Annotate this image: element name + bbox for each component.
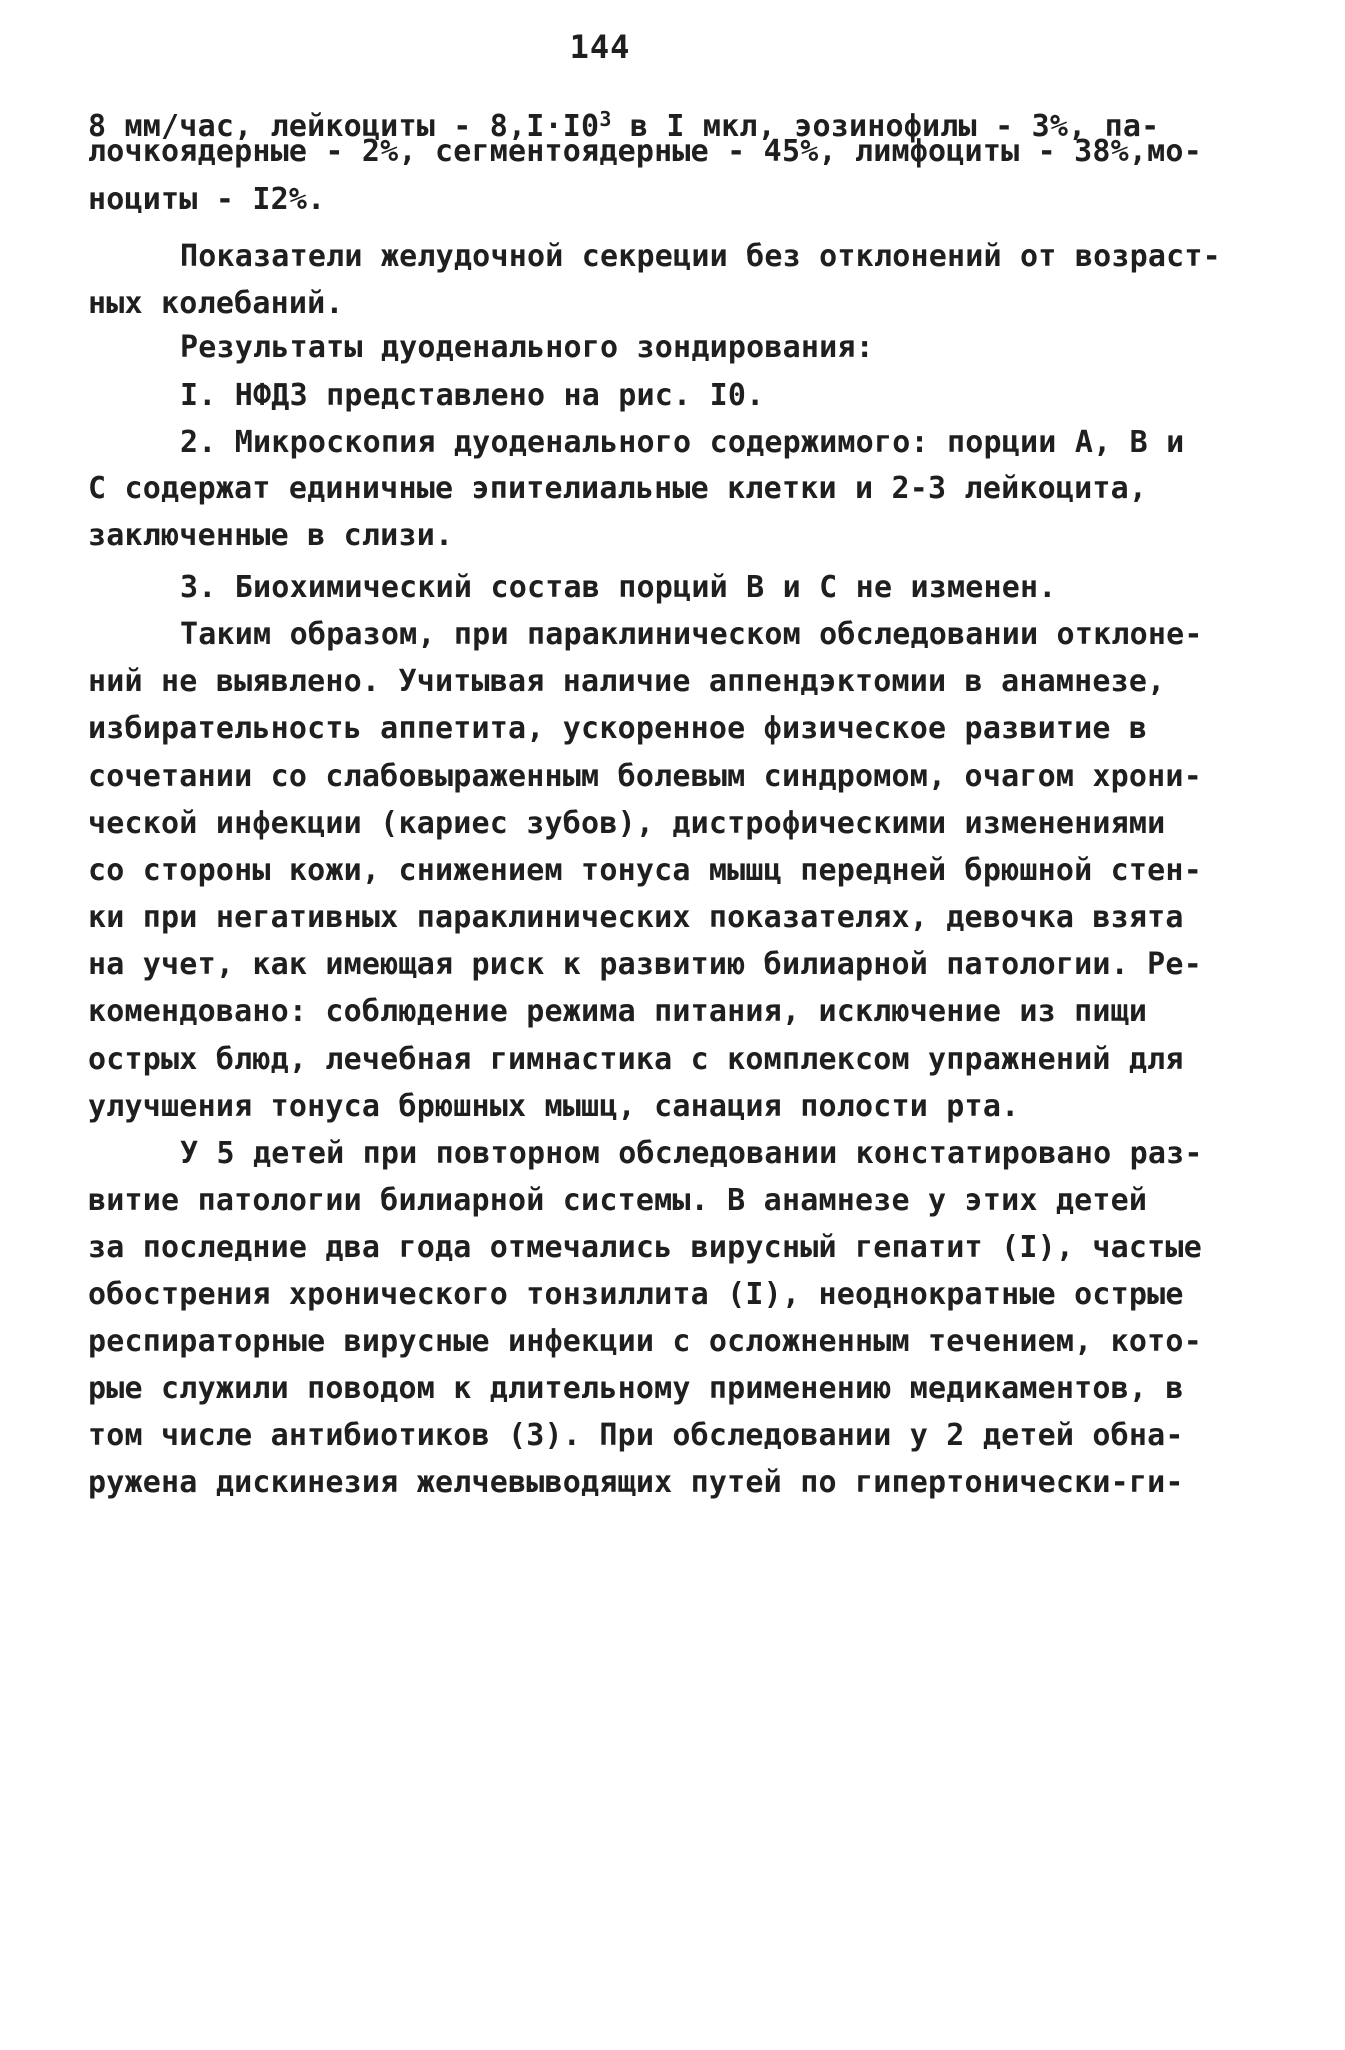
text-line: 3. Биохимический состав порций В и С не изменен. [180, 570, 1057, 605]
text-line: 8 мм/час, лейкоциты - $8,I\cdot I0^3$ в I мкл, эозинофилы - 3%, па- [88, 107, 1160, 144]
text-line: лочкоядерные - 2%, сегментоядерные - 45%, лимфоциты - 38%,мо- [88, 134, 1202, 169]
text-line: избирательность аппетита, ускоренное физическое развитие в [88, 711, 1148, 746]
text-line: респираторные вирусные инфекции с осложненным течением, кото- [88, 1324, 1202, 1359]
text-line: том числе антибиотиков (3). При обследовании у 2 детей обна- [88, 1418, 1184, 1453]
text-line: ноциты - I2%. [88, 182, 326, 217]
text-line: острых блюд, лечебная гимнастика с комплексом упражнений для [88, 1042, 1184, 1077]
text-line: сочетании со слабовыраженным болевым синдромом, очагом хрони- [88, 759, 1202, 794]
text-line: Результаты дуоденального зондирования: [180, 330, 874, 365]
text-line: ки при негативных параклинических показателях, девочка взята [88, 900, 1184, 935]
text-line: Таким образом, при параклиническом обследовании отклоне- [180, 617, 1203, 652]
text-line: ных колебаний. [88, 286, 344, 321]
page-number: 144 [569, 28, 631, 66]
superscript: 3 [599, 107, 612, 131]
text-line: ческой инфекции (кариес зубов), дистрофическими изменениями [88, 806, 1166, 841]
text-line: 2. Микроскопия дуоденального содержимого: порции А, В и [180, 425, 1185, 460]
text-line: за последние два года отмечались вирусный гепатит (I), частые [88, 1230, 1202, 1265]
text-line: комендовано: соблюдение режима питания, исключение из пищи [88, 994, 1148, 1029]
text-line: витие патологии билиарной системы. В анамнезе у этих детей [88, 1183, 1148, 1218]
text-line: I. НФДЗ представлено на рис. I0. [180, 378, 765, 413]
text-line: ружена дискинезия желчевыводящих путей по гипертонически-ги- [88, 1465, 1184, 1500]
text-line: ний не выявлено. Учитывая наличие аппендэктомии в анамнезе, [88, 664, 1166, 699]
text-line: У 5 детей при повторном обследовании констатировано раз- [180, 1136, 1203, 1171]
text-line: заключенные в слизи. [88, 518, 454, 553]
text-line: С содержат единичные эпителиальные клетки и 2-3 лейкоцита, [88, 471, 1148, 506]
text-line: улучшения тонуса брюшных мышц, санация полости рта. [88, 1089, 1020, 1124]
text-line: на учет, как имеющая риск к развитию билиарной патологии. Ре- [88, 947, 1202, 982]
text-line: рые служили поводом к длительному применению медикаментов, в [88, 1371, 1184, 1406]
text-line: со стороны кожи, снижением тонуса мышц передней брюшной стен- [88, 853, 1202, 888]
text-line: обострения хронического тонзиллита (I), неоднократные острые [88, 1277, 1184, 1312]
text-line: Показатели желудочной секреции без отклонений от возраст- [180, 239, 1221, 274]
